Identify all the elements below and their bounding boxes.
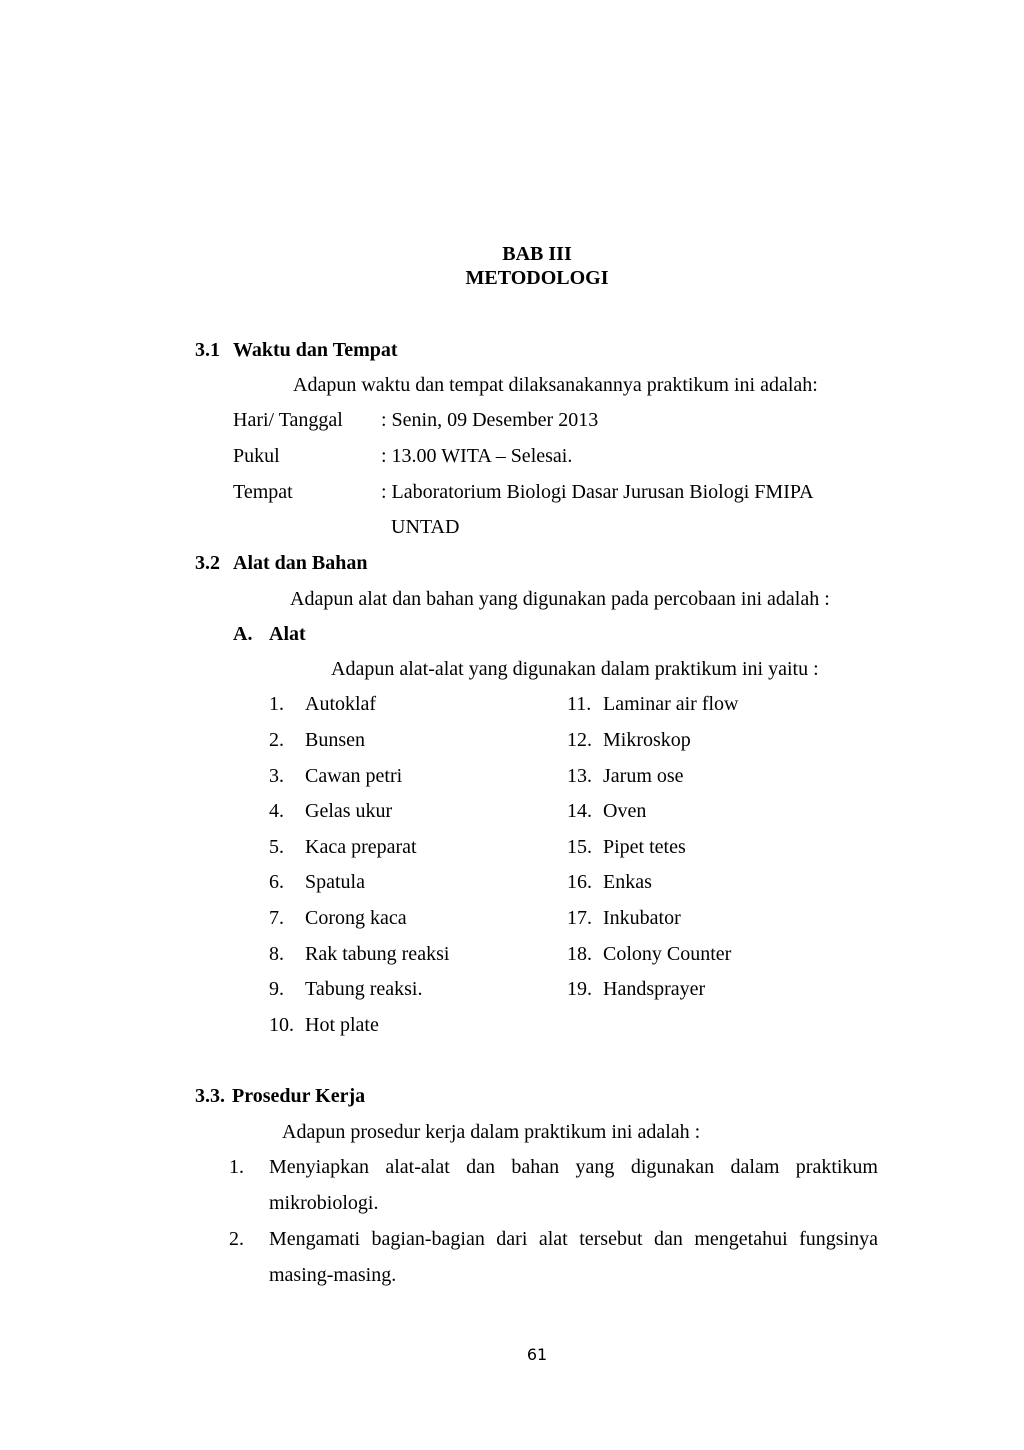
section-2-number: 3.2: [195, 552, 220, 574]
list-item-number: 3.: [269, 765, 284, 787]
list-item-number: 5.: [269, 836, 284, 858]
list-item-number: 8.: [269, 943, 284, 965]
list-item-text: Colony Counter: [603, 943, 732, 965]
list-item-number: 14.: [567, 800, 592, 822]
list-item-text: Pipet tetes: [603, 836, 686, 858]
list-item-number: 19.: [567, 978, 592, 1000]
list-item-number: 11.: [567, 693, 592, 715]
list-item-number: 17.: [567, 907, 592, 929]
list-item-text: Inkubator: [603, 907, 681, 929]
procedure-step-text: Menyiapkan alat-alat dan bahan yang digunakan dalam praktikum: [269, 1156, 878, 1178]
section-2-title: Alat dan Bahan: [233, 552, 368, 574]
list-item-text: Tabung reaksi.: [305, 978, 423, 1000]
section-1-title: Waktu dan Tempat: [233, 339, 398, 361]
list-item-number: 6.: [269, 871, 284, 893]
list-item-text: Hot plate: [305, 1014, 379, 1036]
section-3-title: Prosedur Kerja: [232, 1085, 366, 1107]
list-item-number: 7.: [269, 907, 284, 929]
info-label-place: Tempat: [233, 481, 293, 503]
section-3-number: 3.3.: [195, 1085, 225, 1107]
list-item-text: Kaca preparat: [305, 836, 417, 858]
list-item-text: Autoklaf: [305, 693, 377, 715]
list-item-number: 4.: [269, 800, 284, 822]
list-item-text: Mikroskop: [603, 729, 691, 751]
section-1-intro: Adapun waktu dan tempat dilaksanakannya praktikum ini adalah:: [293, 374, 818, 396]
info-label-date: Hari/ Tanggal: [233, 409, 343, 431]
procedure-step-text-continuation: masing-masing.: [269, 1264, 397, 1286]
info-value-date: : Senin, 09 Desember 2013: [381, 409, 599, 431]
procedure-step-number: 1.: [229, 1156, 244, 1178]
list-item-text: Handsprayer: [603, 978, 706, 1000]
list-item-text: Enkas: [603, 871, 652, 893]
subsection-a-label: A.: [233, 623, 253, 645]
list-item-text: Jarum ose: [603, 765, 684, 787]
list-item-number: 1.: [269, 693, 284, 715]
chapter-label: BAB III: [502, 243, 572, 265]
list-item-text: Gelas ukur: [305, 800, 393, 822]
list-item-text: Bunsen: [305, 729, 365, 751]
info-value-place: : Laboratorium Biologi Dasar Jurusan Biologi FMIPA: [381, 481, 814, 503]
list-item-text: Spatula: [305, 871, 365, 893]
list-item-number: 16.: [567, 871, 592, 893]
list-item-text: Corong kaca: [305, 907, 407, 929]
list-item-text: Cawan petri: [305, 765, 403, 787]
page-number: 61: [526, 1345, 548, 1364]
info-value-time: : 13.00 WITA – Selesai.: [381, 445, 573, 467]
list-item-number: 9.: [269, 978, 284, 1000]
list-item-text: Oven: [603, 800, 647, 822]
section-1-number: 3.1: [195, 339, 220, 361]
info-label-time: Pukul: [233, 445, 280, 467]
chapter-title: METODOLOGI: [465, 267, 609, 289]
procedure-step-text-continuation: mikrobiologi.: [269, 1192, 379, 1214]
list-item-number: 2.: [269, 729, 284, 751]
list-item-number: 10.: [269, 1014, 294, 1036]
list-item-text: Rak tabung reaksi: [305, 943, 450, 965]
list-item-number: 12.: [567, 729, 592, 751]
list-item-number: 18.: [567, 943, 592, 965]
section-3-intro: Adapun prosedur kerja dalam praktikum ini adalah :: [282, 1121, 701, 1143]
section-2-intro: Adapun alat dan bahan yang digunakan pada percobaan ini adalah :: [290, 588, 830, 610]
list-item-number: 13.: [567, 765, 592, 787]
subsection-a-title: Alat: [269, 623, 306, 645]
list-item-number: 15.: [567, 836, 592, 858]
subsection-a-intro: Adapun alat-alat yang digunakan dalam praktikum ini yaitu :: [331, 658, 819, 680]
procedure-step-number: 2.: [229, 1228, 244, 1250]
info-value-place-continuation: UNTAD: [391, 516, 460, 538]
procedure-step-text: Mengamati bagian-bagian dari alat tersebut dan mengetahui fungsinya: [269, 1228, 878, 1250]
list-item-text: Laminar air flow: [603, 693, 739, 715]
